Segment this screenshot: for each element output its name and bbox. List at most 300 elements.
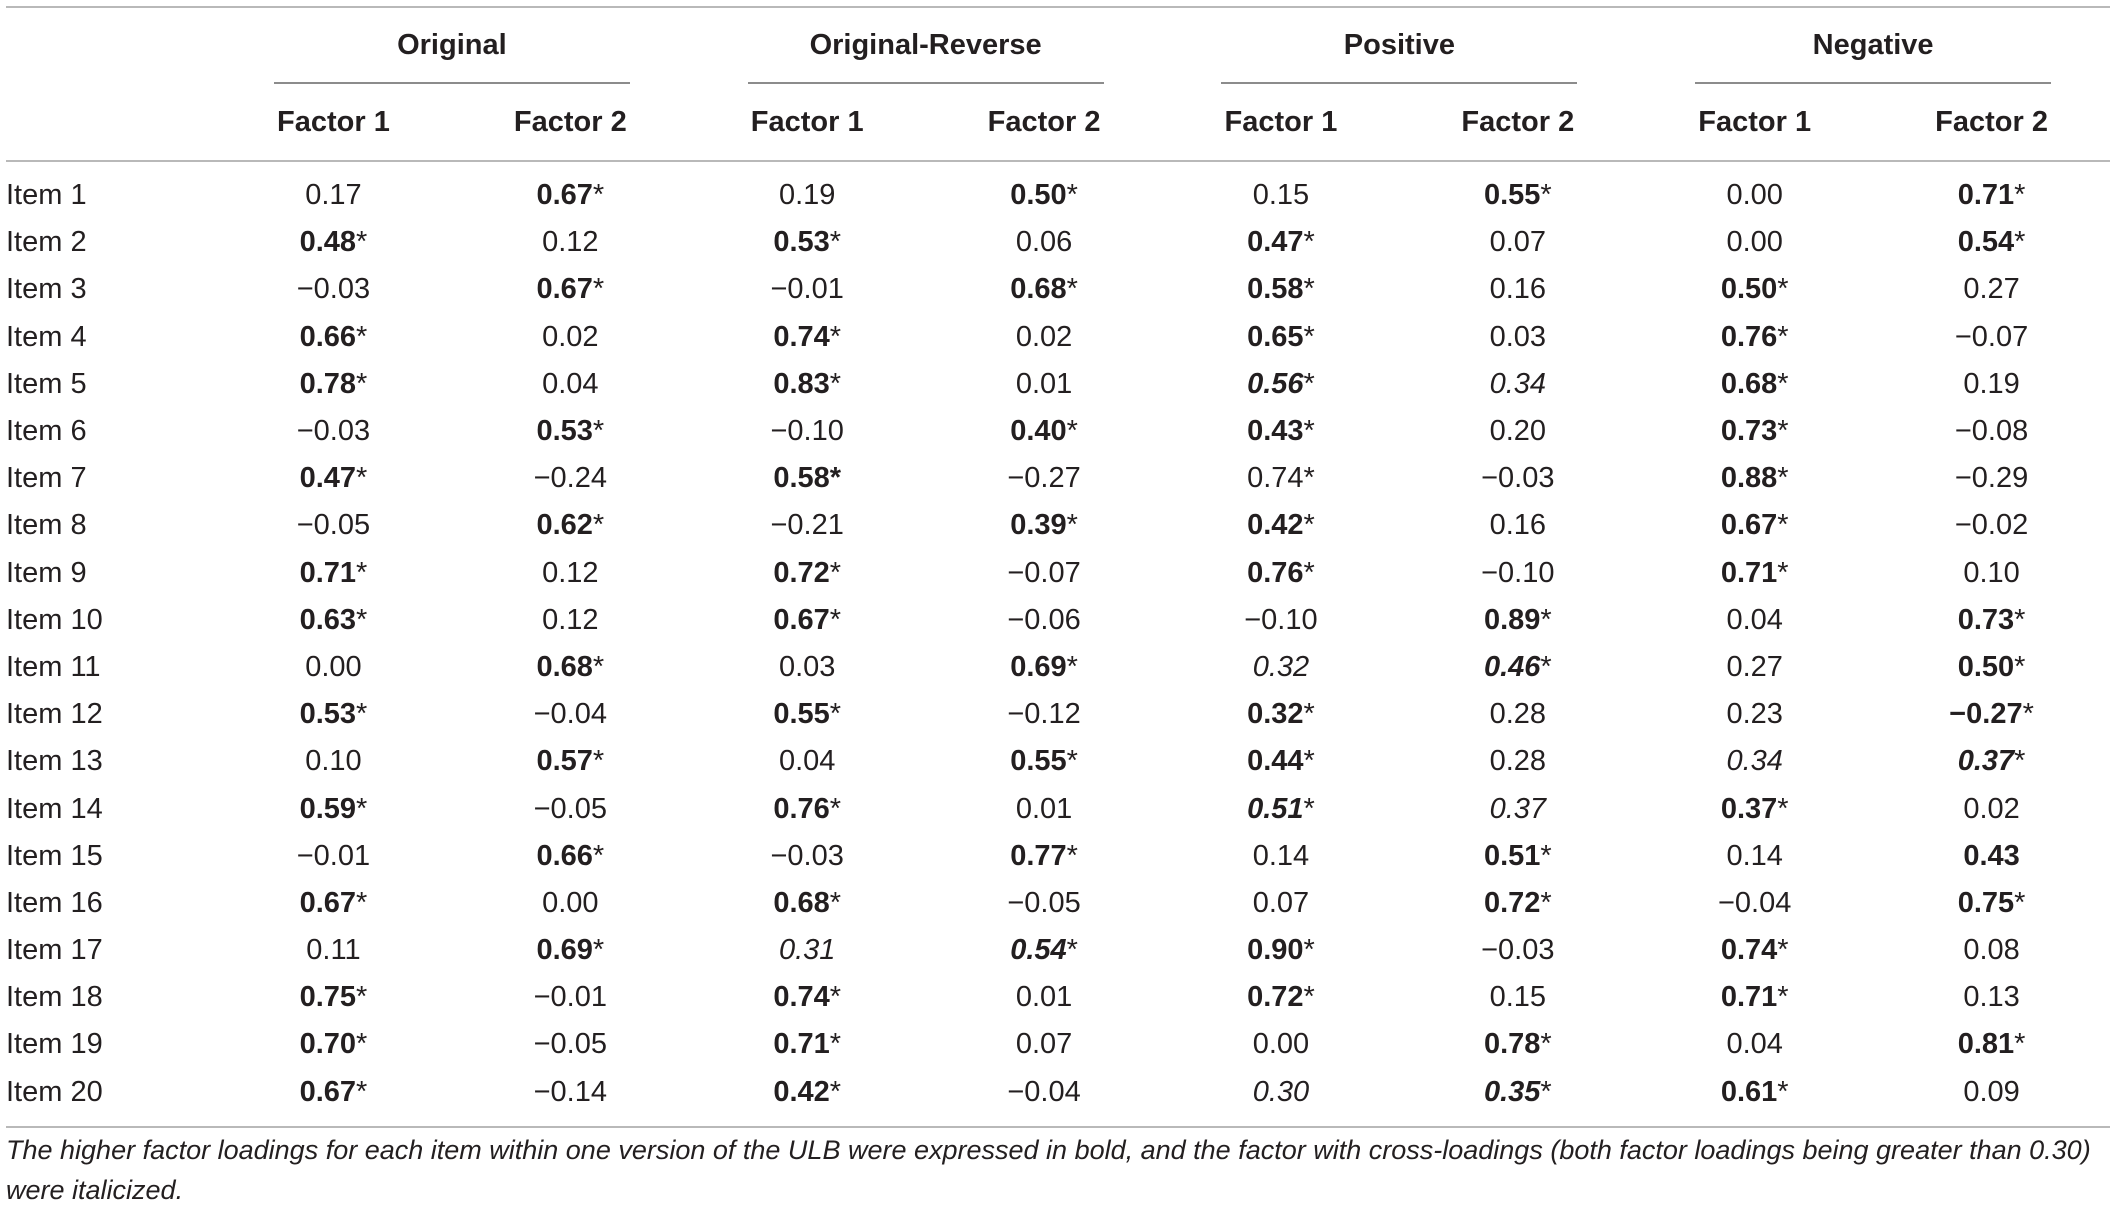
loading-cell	[926, 219, 1163, 266]
item-label: Item 16	[6, 886, 103, 919]
loading-cell	[1163, 597, 1400, 644]
table-row	[6, 408, 2110, 455]
significance-marker: *	[592, 745, 605, 778]
loading-cell	[1399, 455, 1636, 502]
loading-cell	[1873, 785, 2110, 832]
loading-value: −0.12	[1007, 698, 1081, 731]
loading-value: 0.51	[1483, 839, 1541, 872]
loading-cell	[1399, 738, 1636, 785]
item-label: Item 1	[6, 179, 87, 212]
loading-value: 0.37	[1489, 792, 1547, 825]
loading-value: 0.62	[536, 509, 593, 542]
loading-cell	[452, 974, 689, 1021]
loading-value: 0.69	[1010, 650, 1067, 683]
group-header-negative	[1636, 8, 2110, 82]
loading-value: 0.65	[1247, 320, 1304, 353]
loading-value: 0.09	[1963, 1075, 2020, 1108]
loading-cell	[1873, 408, 2110, 455]
loading-cell	[1399, 219, 1636, 266]
loading-value: 0.44	[1247, 745, 1304, 778]
loading-value: 0.07	[1489, 226, 1547, 259]
table-row	[6, 550, 2110, 597]
loading-cell	[1636, 455, 1873, 502]
loading-cell	[1399, 927, 1636, 974]
significance-marker: *	[1303, 226, 1315, 259]
loading-value: 0.02	[1963, 792, 2020, 825]
loading-cell	[689, 785, 926, 832]
significance-marker: *	[1777, 367, 1789, 400]
significance-marker: *	[2014, 650, 2026, 683]
significance-marker: *	[1777, 509, 1789, 542]
loading-value: −0.05	[533, 792, 607, 825]
loading-cell	[452, 550, 689, 597]
loading-cell	[215, 161, 452, 219]
item-label: Item 11	[6, 650, 101, 683]
significance-marker: *	[1777, 462, 1789, 495]
loading-cell	[1163, 691, 1400, 738]
loading-cell	[1636, 644, 1873, 691]
loading-value: 0.23	[1726, 698, 1783, 731]
factor-header: Factor 2	[926, 84, 1163, 161]
significance-marker: *	[829, 226, 842, 259]
loading-cell	[926, 502, 1163, 549]
loading-cell	[1873, 455, 2110, 502]
loading-value: −0.07	[1954, 320, 2029, 353]
loading-cell	[689, 266, 926, 313]
loading-cell	[215, 785, 452, 832]
loading-cell	[926, 785, 1163, 832]
loading-value: −0.04	[1717, 886, 1792, 919]
loading-value: 0.13	[1963, 981, 2020, 1014]
loading-value: 0.89	[1483, 603, 1541, 636]
table-row	[6, 597, 2110, 644]
loading-value: 0.66	[536, 839, 593, 872]
table-head	[6, 7, 2110, 161]
table-row	[6, 691, 2110, 738]
significance-marker: *	[356, 1075, 368, 1108]
significance-marker: *	[829, 603, 842, 636]
loading-value: 0.72	[1483, 886, 1541, 919]
significance-marker: *	[592, 273, 605, 306]
loading-cell	[452, 502, 689, 549]
loading-cell	[1163, 266, 1400, 313]
loading-value: −0.21	[770, 509, 844, 542]
loading-value: 0.12	[542, 226, 599, 259]
loading-value: 0.71	[299, 556, 357, 589]
loading-cell	[1636, 550, 1873, 597]
significance-marker: *	[356, 320, 368, 353]
loading-cell	[926, 1021, 1163, 1068]
loading-value: 0.69	[536, 934, 593, 967]
loading-value: 0.03	[778, 650, 836, 683]
loading-value: 0.54	[1957, 226, 2015, 259]
loading-value: −0.08	[1954, 415, 2029, 448]
loading-cell	[1873, 597, 2110, 644]
loading-value: 0.48	[299, 226, 357, 259]
loading-value: 0.67	[536, 179, 593, 212]
significance-marker: *	[1540, 179, 1552, 212]
significance-marker: *	[829, 1028, 842, 1061]
loading-value: 0.06	[1015, 226, 1073, 259]
table-row	[6, 161, 2110, 219]
loading-cell	[1399, 502, 1636, 549]
item-label: Item 6	[6, 415, 87, 448]
loading-cell	[1636, 314, 1873, 361]
significance-marker: *	[829, 981, 842, 1014]
significance-marker: *	[829, 556, 842, 589]
loading-cell	[215, 974, 452, 1021]
significance-marker: *	[592, 415, 605, 448]
factor-header-row	[6, 84, 2110, 161]
item-label: Item 8	[6, 509, 87, 542]
loading-cell	[452, 597, 689, 644]
loading-value: 0.40	[1010, 415, 1067, 448]
loading-cell	[926, 927, 1163, 974]
loading-value: 0.01	[1015, 367, 1073, 400]
loading-value: 0.02	[1015, 320, 1073, 353]
table-row	[6, 738, 2110, 785]
loading-cell	[926, 738, 1163, 785]
loading-value: 0.39	[1010, 509, 1067, 542]
loading-cell	[452, 644, 689, 691]
group-label: Negative	[1812, 28, 1934, 61]
loading-value: 0.57	[536, 745, 593, 778]
loading-cell	[1163, 314, 1400, 361]
loading-value: 0.04	[542, 367, 599, 400]
significance-marker: *	[356, 462, 368, 495]
loading-value: 0.72	[773, 556, 830, 589]
item-label: Item 20	[6, 1069, 215, 1127]
loading-value: 0.10	[305, 745, 362, 778]
loading-value: 0.16	[1489, 509, 1547, 542]
item-label: Item 18	[6, 981, 103, 1014]
table-row	[6, 219, 2110, 266]
loading-cell	[1873, 1069, 2110, 1127]
loading-cell	[1636, 161, 1873, 219]
item-label: Item 9	[6, 556, 87, 589]
significance-marker: *	[592, 839, 605, 872]
loading-value: 0.07	[1252, 886, 1310, 919]
significance-marker: *	[356, 698, 368, 731]
loading-cell	[926, 644, 1163, 691]
loading-value: 0.42	[773, 1075, 830, 1108]
significance-marker: *	[1777, 1075, 1789, 1108]
loading-value: −0.04	[1007, 1075, 1081, 1108]
loading-cell	[452, 691, 689, 738]
loading-value: 0.53	[536, 415, 593, 448]
loading-value: 0.50	[1720, 273, 1778, 306]
loading-value: 0.16	[1489, 273, 1547, 306]
loading-value: 0.78	[299, 367, 357, 400]
loading-cell	[1873, 974, 2110, 1021]
loading-value: 0.67	[1720, 509, 1778, 542]
loading-value: 0.83	[773, 367, 830, 400]
loading-value: −0.05	[1007, 886, 1081, 919]
loading-cell	[1399, 785, 1636, 832]
loading-cell	[215, 927, 452, 974]
table-row	[6, 1021, 2110, 1068]
loading-cell	[1873, 314, 2110, 361]
factor-header: Factor 2	[1873, 84, 2110, 161]
loading-value: 0.59	[299, 792, 357, 825]
loading-cell	[1873, 927, 2110, 974]
loading-value: 0.08	[1963, 934, 2020, 967]
loading-value: −0.06	[1007, 603, 1081, 636]
loading-value: 0.37	[1720, 792, 1778, 825]
loading-cell	[689, 738, 926, 785]
loading-cell	[1873, 502, 2110, 549]
table-row	[6, 974, 2110, 1021]
loading-value: 0.67	[536, 273, 593, 306]
loading-value: 0.00	[542, 886, 599, 919]
loading-cell	[689, 219, 926, 266]
loading-value: 0.32	[1252, 650, 1310, 683]
table-row	[6, 455, 2110, 502]
loading-cell	[926, 161, 1163, 219]
loading-cell	[926, 1069, 1163, 1127]
loading-value: 0.73	[1720, 415, 1778, 448]
loading-cell	[689, 597, 926, 644]
loading-cell	[689, 880, 926, 927]
significance-marker: *	[592, 934, 605, 967]
significance-marker: *	[1303, 698, 1315, 731]
loading-value: 0.12	[542, 603, 599, 636]
loading-cell	[1163, 927, 1400, 974]
loading-cell	[1873, 550, 2110, 597]
loading-value: 0.00	[1726, 226, 1783, 259]
significance-marker: *	[1066, 650, 1078, 683]
loading-value: 0.81	[1957, 1028, 2015, 1061]
loading-value: −0.05	[533, 1028, 607, 1061]
loading-cell	[1399, 408, 1636, 455]
significance-marker: *	[2014, 886, 2026, 919]
group-label: Positive	[1343, 28, 1455, 61]
significance-marker: *	[1540, 1028, 1552, 1061]
significance-marker: *	[1540, 886, 1552, 919]
loading-cell	[1163, 644, 1400, 691]
significance-marker: *	[356, 556, 368, 589]
item-label: Item 10	[6, 603, 103, 636]
loading-value: 0.55	[1483, 179, 1541, 212]
loading-cell	[215, 266, 452, 313]
loading-cell	[1636, 785, 1873, 832]
significance-marker: *	[2022, 698, 2034, 731]
loading-cell	[1873, 644, 2110, 691]
loading-cell	[1399, 1021, 1636, 1068]
significance-marker: *	[1066, 509, 1078, 542]
group-label: Original	[397, 28, 507, 61]
significance-marker: *	[356, 367, 368, 400]
loading-cell	[452, 314, 689, 361]
significance-marker: *	[1066, 273, 1078, 306]
significance-marker: *	[1540, 603, 1552, 636]
loading-value: 0.04	[1726, 603, 1783, 636]
loading-value: 0.01	[1015, 981, 1073, 1014]
loading-cell	[1399, 361, 1636, 408]
loading-value: 0.75	[299, 981, 357, 1014]
loading-cell	[689, 408, 926, 455]
loading-cell	[1399, 314, 1636, 361]
loading-cell	[1163, 1021, 1400, 1068]
significance-marker: *	[1066, 179, 1078, 212]
loading-value: 0.50	[1957, 650, 2015, 683]
loading-cell	[1636, 927, 1873, 974]
loading-cell	[215, 502, 452, 549]
loading-cell	[1636, 502, 1873, 549]
loading-cell	[1636, 597, 1873, 644]
loading-cell	[215, 550, 452, 597]
loading-value: −0.01	[770, 273, 844, 306]
loading-value: −0.04	[533, 698, 607, 731]
loading-value: 0.00	[1726, 179, 1783, 212]
significance-marker: *	[1066, 745, 1078, 778]
loading-cell	[215, 691, 452, 738]
loading-value: −0.03	[296, 273, 371, 306]
significance-marker: *	[1777, 981, 1789, 1014]
item-label: Item 5	[6, 367, 87, 400]
loading-value: 0.74	[1720, 934, 1778, 967]
factor-header: Factor 2	[1399, 84, 1636, 161]
loading-value: 0.76	[1247, 556, 1304, 589]
loading-value: 0.30	[1252, 1075, 1310, 1108]
loading-value: 0.67	[299, 886, 357, 919]
loading-value: −0.01	[533, 981, 607, 1014]
significance-marker: *	[2014, 603, 2026, 636]
significance-marker: *	[1303, 509, 1315, 542]
item-label: Item 3	[6, 273, 87, 306]
significance-marker: *	[1540, 650, 1552, 683]
loading-value: 0.31	[778, 934, 836, 967]
loading-value: 0.27	[1963, 273, 2020, 306]
loading-cell	[1636, 408, 1873, 455]
loading-value: 0.28	[1489, 698, 1547, 731]
significance-marker: *	[2014, 1028, 2026, 1061]
loading-cell	[452, 408, 689, 455]
loading-value: 0.63	[299, 603, 357, 636]
significance-marker: *	[1303, 415, 1315, 448]
loading-value: 0.78	[1483, 1028, 1541, 1061]
loading-cell	[1163, 361, 1400, 408]
loading-cell	[926, 597, 1163, 644]
loading-value: 0.88	[1720, 462, 1778, 495]
significance-marker: *	[1303, 792, 1315, 825]
loading-cell	[689, 550, 926, 597]
significance-marker: *	[2014, 226, 2026, 259]
loading-value: 0.35	[1483, 1075, 1541, 1108]
loading-cell	[452, 219, 689, 266]
loading-value: 0.55	[773, 698, 830, 731]
significance-marker: *	[356, 1028, 368, 1061]
loading-cell	[1163, 408, 1400, 455]
loading-value: −0.07	[1007, 556, 1081, 589]
loading-value: −0.24	[533, 462, 607, 495]
loading-value: 0.76	[1720, 320, 1778, 353]
loading-cell	[1399, 266, 1636, 313]
loading-cell	[1399, 1069, 1636, 1127]
loading-cell	[452, 1069, 689, 1127]
loading-cell	[452, 361, 689, 408]
significance-marker: *	[356, 886, 368, 919]
loading-value: −0.01	[296, 839, 371, 872]
loading-cell	[689, 927, 926, 974]
factor-header: Factor 1	[689, 84, 926, 161]
loading-cell	[215, 219, 452, 266]
loading-value: −0.27	[1949, 698, 2023, 731]
significance-marker: *	[1303, 273, 1315, 306]
loading-value: 0.43	[1247, 415, 1304, 448]
table-row	[6, 266, 2110, 313]
loading-value: −0.10	[1481, 556, 1555, 589]
loading-cell	[689, 644, 926, 691]
loading-cell	[1873, 738, 2110, 785]
significance-marker: *	[1777, 273, 1789, 306]
loading-cell	[215, 455, 452, 502]
significance-marker: *	[1777, 792, 1789, 825]
loading-value: −0.03	[770, 839, 844, 872]
loading-value: 0.74	[1247, 462, 1304, 495]
loading-value: 0.71	[1720, 981, 1778, 1014]
loading-cell	[452, 738, 689, 785]
significance-marker: *	[1303, 981, 1315, 1014]
loading-value: 0.71	[1957, 179, 2015, 212]
significance-marker: *	[1303, 934, 1315, 967]
loading-cell	[1163, 785, 1400, 832]
loading-value: 0.17	[305, 179, 362, 212]
significance-marker: *	[356, 603, 368, 636]
loading-cell	[452, 266, 689, 313]
group-header-positive	[1163, 8, 1637, 82]
loading-cell	[926, 550, 1163, 597]
loading-cell	[452, 785, 689, 832]
significance-marker: *	[1303, 367, 1315, 400]
loading-cell	[689, 502, 926, 549]
loading-value: 0.58	[1247, 273, 1304, 306]
table-row	[6, 880, 2110, 927]
table-row	[6, 314, 2110, 361]
factor-header: Factor 1	[1163, 84, 1400, 161]
loading-value: 0.43	[1963, 839, 2020, 872]
loading-cell	[689, 455, 926, 502]
loading-cell	[1163, 161, 1400, 219]
loading-cell	[1399, 550, 1636, 597]
loading-cell	[1636, 974, 1873, 1021]
loading-value: 0.51	[1247, 792, 1304, 825]
item-label: Item 7	[6, 462, 87, 495]
loading-cell	[926, 266, 1163, 313]
loading-cell	[1163, 502, 1400, 549]
loading-value: 0.12	[542, 556, 599, 589]
item-label: Item 13	[6, 745, 103, 778]
table-body	[6, 161, 2110, 1127]
loading-cell	[1636, 266, 1873, 313]
loading-value: −0.05	[296, 509, 371, 542]
group-header-original-reverse	[689, 8, 1163, 82]
loading-cell	[1636, 738, 1873, 785]
loading-value: 0.02	[542, 320, 599, 353]
loading-value: 0.76	[773, 792, 830, 825]
loading-cell	[689, 974, 926, 1021]
loading-value: 0.04	[778, 745, 836, 778]
loading-cell	[1399, 880, 1636, 927]
loading-cell	[215, 314, 452, 361]
loading-cell	[1636, 833, 1873, 880]
loading-value: 0.42	[1247, 509, 1304, 542]
loading-cell	[452, 833, 689, 880]
loading-value: 0.66	[299, 320, 357, 353]
item-label: Item 14	[6, 792, 103, 825]
significance-marker: *	[1303, 462, 1315, 495]
loading-cell	[926, 833, 1163, 880]
